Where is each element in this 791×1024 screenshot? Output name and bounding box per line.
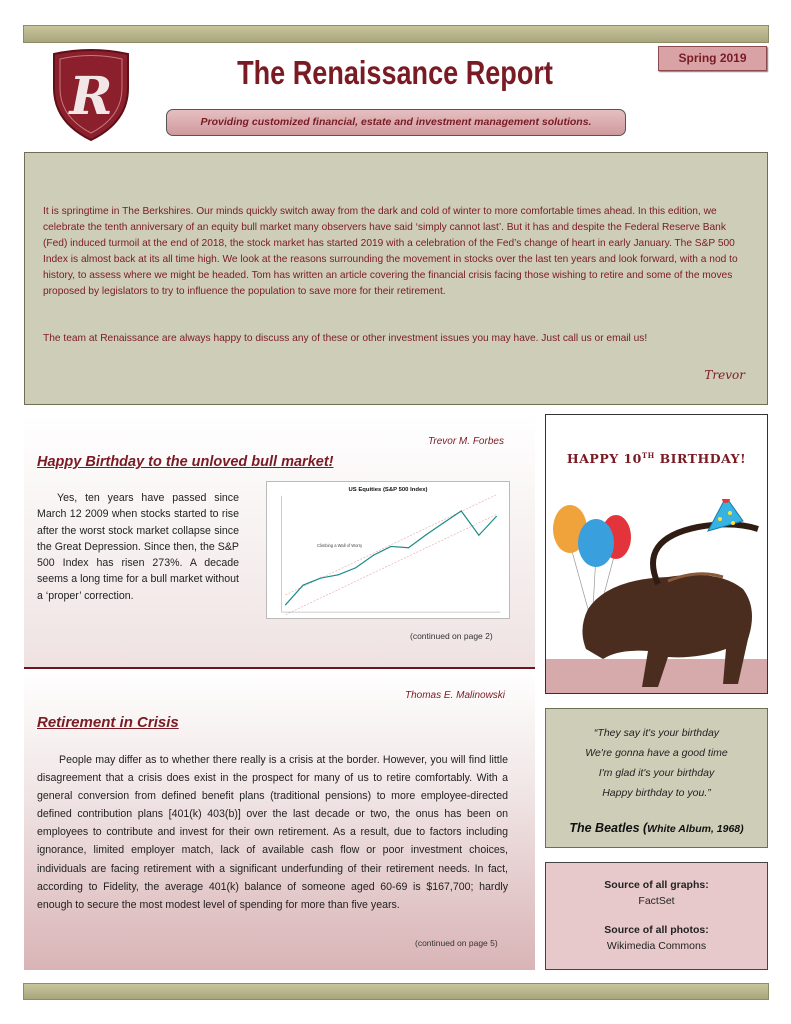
chart-title: US Equities (S&P 500 Index) <box>348 486 428 493</box>
intro-signature: Trevor <box>704 368 745 382</box>
beatles-quote-box <box>545 708 768 848</box>
article1-author: Trevor M. Forbes <box>428 436 504 447</box>
article1-continued: (continued on page 2) <box>410 631 493 641</box>
quote-line: “They say it's your birthday <box>593 727 720 739</box>
intro-paragraph-2: The team at Renaissance are always happy to discuss any of these or other investment issues you may have. Just call us or email us! <box>43 333 648 344</box>
chart-point <box>426 534 427 535</box>
chart-point <box>338 574 339 575</box>
article1-heading[interactable]: Happy Birthday to the unloved bull market! <box>37 454 334 470</box>
sources-box <box>545 862 768 970</box>
blue-balloon-icon <box>578 519 614 567</box>
quote-line: We're gonna have a good time <box>585 747 728 759</box>
tagline-banner: Providing customized financial, estate and investment management solutions. <box>166 109 626 136</box>
chart-point <box>355 567 356 568</box>
chart-annotation: Climbing a Wall of Worry <box>317 543 363 549</box>
chart-trend-channel <box>286 514 497 614</box>
article1-body: Yes, ten years have passed since March 12 2009 when stocks started to rise after the worst stock market collapse since the Great Depression. Since then, the S&P 500 Index has risen 273%. A decade seems a long time for a bull market without a ‘proper’ correction. <box>37 492 239 602</box>
photos-source-value: Wikimedia Commons <box>606 940 707 952</box>
intro-paragraph-1: It is springtime in The Berkshires. Our minds quickly switch away from the dark and cold of winter to more comfortable times ahead. In this edition, we celebrate the tenth anniversary of an equity bull market many observers have said ‘simply cannot last’. But it has and despite the Federal Reserve Bank (Fed) induced turmoil at the end of 2018, the stock market has started 2019 with a celebration of the Fed’s change of heart in early January. The S&P 500 Index is almost back at its all time high. We look at the reasons surrounding the movement in stocks over the last ten years and look forward, with a nod to history, to assess where we might be headed. Tom has written an article covering the financial crisis facing those wishing to retire and some of the moves proposed by legislators to try to influence the population to save more for their retirement. <box>43 206 738 297</box>
bull-body-icon <box>582 575 752 687</box>
bull-with-party-hat-image <box>548 499 766 694</box>
graphs-source-value: FactSet <box>638 895 675 907</box>
chart-series-line <box>286 511 497 605</box>
page-title: The Renaissance Report <box>237 54 553 91</box>
top-band <box>23 25 769 43</box>
chart-point <box>285 604 286 605</box>
quote-credit: The Beatles (White Album, 1968) <box>569 821 744 835</box>
crest-letter: R <box>69 66 113 127</box>
chart-point <box>461 510 462 511</box>
intro-box <box>24 152 768 405</box>
chart-point <box>320 578 321 579</box>
chart-point <box>390 546 391 547</box>
chart-point <box>408 547 409 548</box>
quote-line: Happy birthday to you.” <box>602 787 711 799</box>
quote-lines <box>546 723 767 803</box>
photos-source-label: Source of all photos: <box>604 924 709 936</box>
quote-line: I'm glad it's your birthday <box>598 767 715 779</box>
birthday-heading: HAPPY 10TH BIRTHDAY! <box>566 451 747 467</box>
article2-continued: (continued on page 5) <box>415 938 498 948</box>
chart-point <box>302 585 303 586</box>
article2-body: People may differ as to whether there really is a crisis at the border. However, you will find little disagreement that a crisis does exist in the prospect for many of us to retire comfortably. With a general conversion from defined benefit plans (traditional pensions) to more employee-directed defined contribution plans [401(k) 403(b)] over the last decade or two, the onus has been on employees to contribute and invest for their own retirement. As a result, due to factors including ignorance, limited employer match, lack of available cash flow or poor investment choices, individuals are facing retirement with a significant underfunding of their retirement needs. In fact, according to Fidelity, the average 401(k) balance of someone aged 60-69 is $167,700; hardly enough to secure the most modest level of spending for more than five years. <box>37 754 508 911</box>
bottom-band <box>23 983 769 1000</box>
chart-point <box>443 522 444 523</box>
season-badge: Spring 2019 <box>658 46 767 71</box>
renaissance-crest-logo <box>50 48 132 142</box>
chart-point <box>373 555 374 556</box>
chart-point <box>496 516 497 517</box>
chart-point <box>478 535 479 536</box>
sp500-chart <box>266 481 510 619</box>
graphs-source-label: Source of all graphs: <box>604 879 709 891</box>
article2-heading[interactable]: Retirement in Crisis <box>37 714 179 731</box>
article2-author: Thomas E. Malinowski <box>405 690 506 701</box>
birthday-box <box>545 414 768 694</box>
